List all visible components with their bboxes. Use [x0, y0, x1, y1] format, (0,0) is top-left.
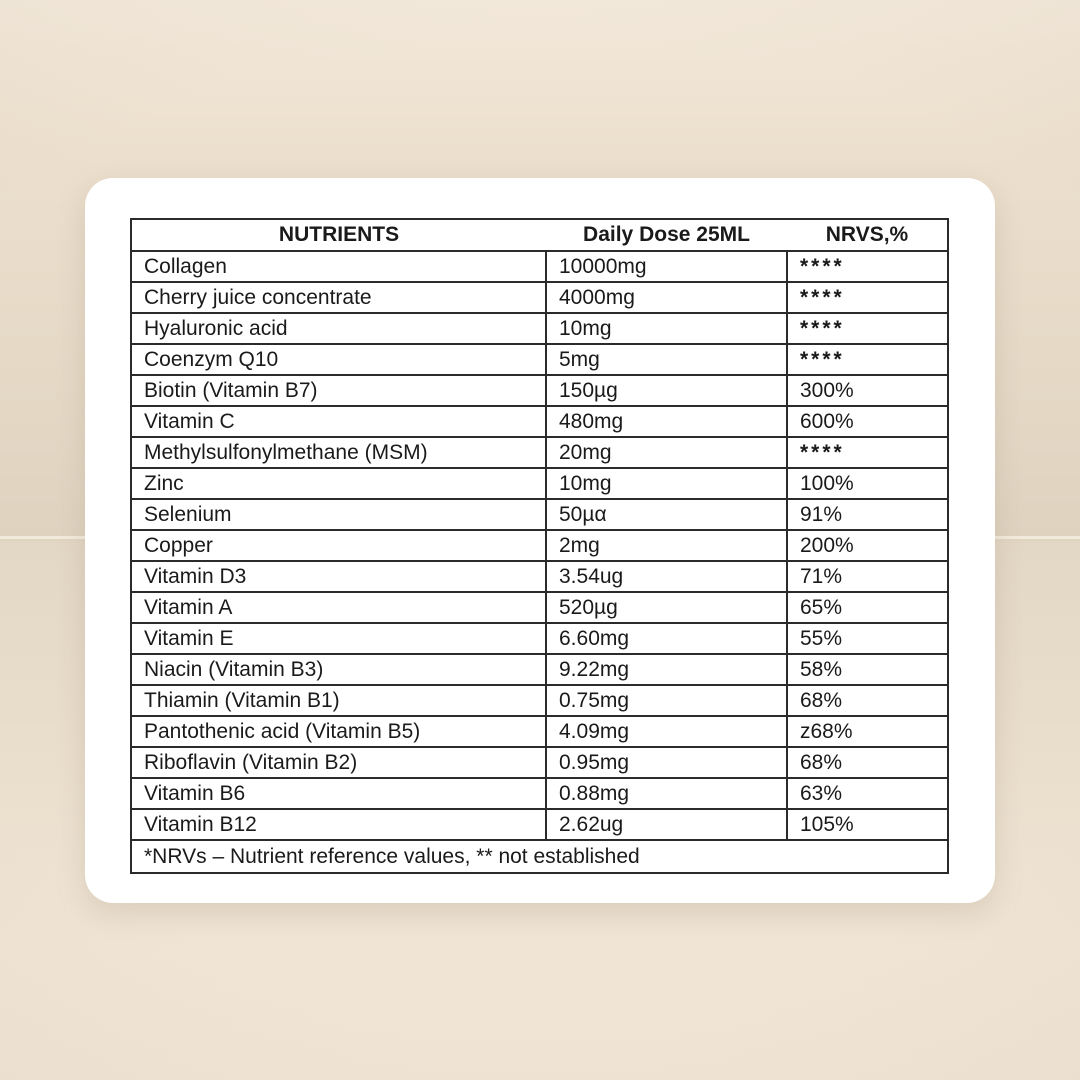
nrvs-cell: 100% [787, 468, 948, 499]
table-row [131, 468, 948, 499]
nutrient-cell: Thiamin (Vitamin B1) [131, 685, 546, 716]
footnote-row [131, 840, 948, 873]
nutrients-table [130, 218, 949, 874]
dose-cell: 480mg [546, 406, 787, 437]
table-row [131, 251, 948, 282]
table-row [131, 778, 948, 809]
dose-cell: 6.60mg [546, 623, 787, 654]
nrvs-cell: 105% [787, 809, 948, 840]
table-row [131, 499, 948, 530]
nrvs-cell: **** [787, 344, 948, 375]
dose-cell: 3.54ug [546, 561, 787, 592]
dose-cell: 150µg [546, 375, 787, 406]
nutrient-cell: Vitamin E [131, 623, 546, 654]
footnote-text: *NRVs – Nutrient reference values, ** not established [131, 840, 948, 873]
header-row [131, 219, 948, 251]
table-row [131, 685, 948, 716]
nutrient-cell: Collagen [131, 251, 546, 282]
nrvs-cell: 65% [787, 592, 948, 623]
table-footer [131, 840, 948, 873]
nutrient-cell: Pantothenic acid (Vitamin B5) [131, 716, 546, 747]
dose-cell: 0.95mg [546, 747, 787, 778]
col-header-daily-dose: Daily Dose 25ML [546, 219, 787, 251]
nrvs-cell: 300% [787, 375, 948, 406]
nutrient-cell: Vitamin B6 [131, 778, 546, 809]
col-header-nrvs: NRVS,% [787, 219, 948, 251]
dose-cell: 4000mg [546, 282, 787, 313]
nutrient-cell: Copper [131, 530, 546, 561]
dose-cell: 5mg [546, 344, 787, 375]
nrvs-cell: **** [787, 282, 948, 313]
nutrient-cell: Niacin (Vitamin B3) [131, 654, 546, 685]
table-row [131, 561, 948, 592]
nutrient-cell: Vitamin B12 [131, 809, 546, 840]
dose-cell: 10000mg [546, 251, 787, 282]
nutrient-cell: Riboflavin (Vitamin B2) [131, 747, 546, 778]
table-row [131, 406, 948, 437]
nrvs-cell: 91% [787, 499, 948, 530]
nrvs-cell: 58% [787, 654, 948, 685]
nutrient-cell: Zinc [131, 468, 546, 499]
nrvs-cell: 68% [787, 747, 948, 778]
nrvs-cell: 55% [787, 623, 948, 654]
table-row [131, 437, 948, 468]
dose-cell: 4.09mg [546, 716, 787, 747]
nutrient-cell: Cherry juice concentrate [131, 282, 546, 313]
supplement-facts-card [85, 178, 995, 903]
nutrient-cell: Vitamin D3 [131, 561, 546, 592]
dose-cell: 2mg [546, 530, 787, 561]
table-row [131, 375, 948, 406]
dose-cell: 10mg [546, 313, 787, 344]
dose-cell: 520µg [546, 592, 787, 623]
dose-cell: 2.62ug [546, 809, 787, 840]
nutrient-cell: Biotin (Vitamin B7) [131, 375, 546, 406]
nutrient-cell: Methylsulfonylmethane (MSM) [131, 437, 546, 468]
nutrient-cell: Hyaluronic acid [131, 313, 546, 344]
col-header-nutrients: NUTRIENTS [131, 219, 546, 251]
table-row [131, 530, 948, 561]
nrvs-cell: 63% [787, 778, 948, 809]
nrvs-cell: **** [787, 313, 948, 344]
dose-cell: 0.88mg [546, 778, 787, 809]
table-row [131, 592, 948, 623]
nrvs-cell: **** [787, 437, 948, 468]
nrvs-cell: z68% [787, 716, 948, 747]
table-row [131, 747, 948, 778]
table-header [131, 219, 948, 251]
nrvs-cell: 68% [787, 685, 948, 716]
dose-cell: 9.22mg [546, 654, 787, 685]
dose-cell: 20mg [546, 437, 787, 468]
table-row [131, 282, 948, 313]
table-row [131, 623, 948, 654]
nutrient-cell: Selenium [131, 499, 546, 530]
table-row [131, 654, 948, 685]
nutrient-cell: Coenzym Q10 [131, 344, 546, 375]
nrvs-cell: 200% [787, 530, 948, 561]
nrvs-cell: **** [787, 251, 948, 282]
nrvs-cell: 71% [787, 561, 948, 592]
table-row [131, 809, 948, 840]
nutrient-cell: Vitamin A [131, 592, 546, 623]
table-row [131, 716, 948, 747]
nutrient-rows [131, 251, 948, 840]
nrvs-cell: 600% [787, 406, 948, 437]
table-row [131, 344, 948, 375]
dose-cell: 0.75mg [546, 685, 787, 716]
table-row [131, 313, 948, 344]
nutrient-cell: Vitamin C [131, 406, 546, 437]
dose-cell: 50µα [546, 499, 787, 530]
dose-cell: 10mg [546, 468, 787, 499]
